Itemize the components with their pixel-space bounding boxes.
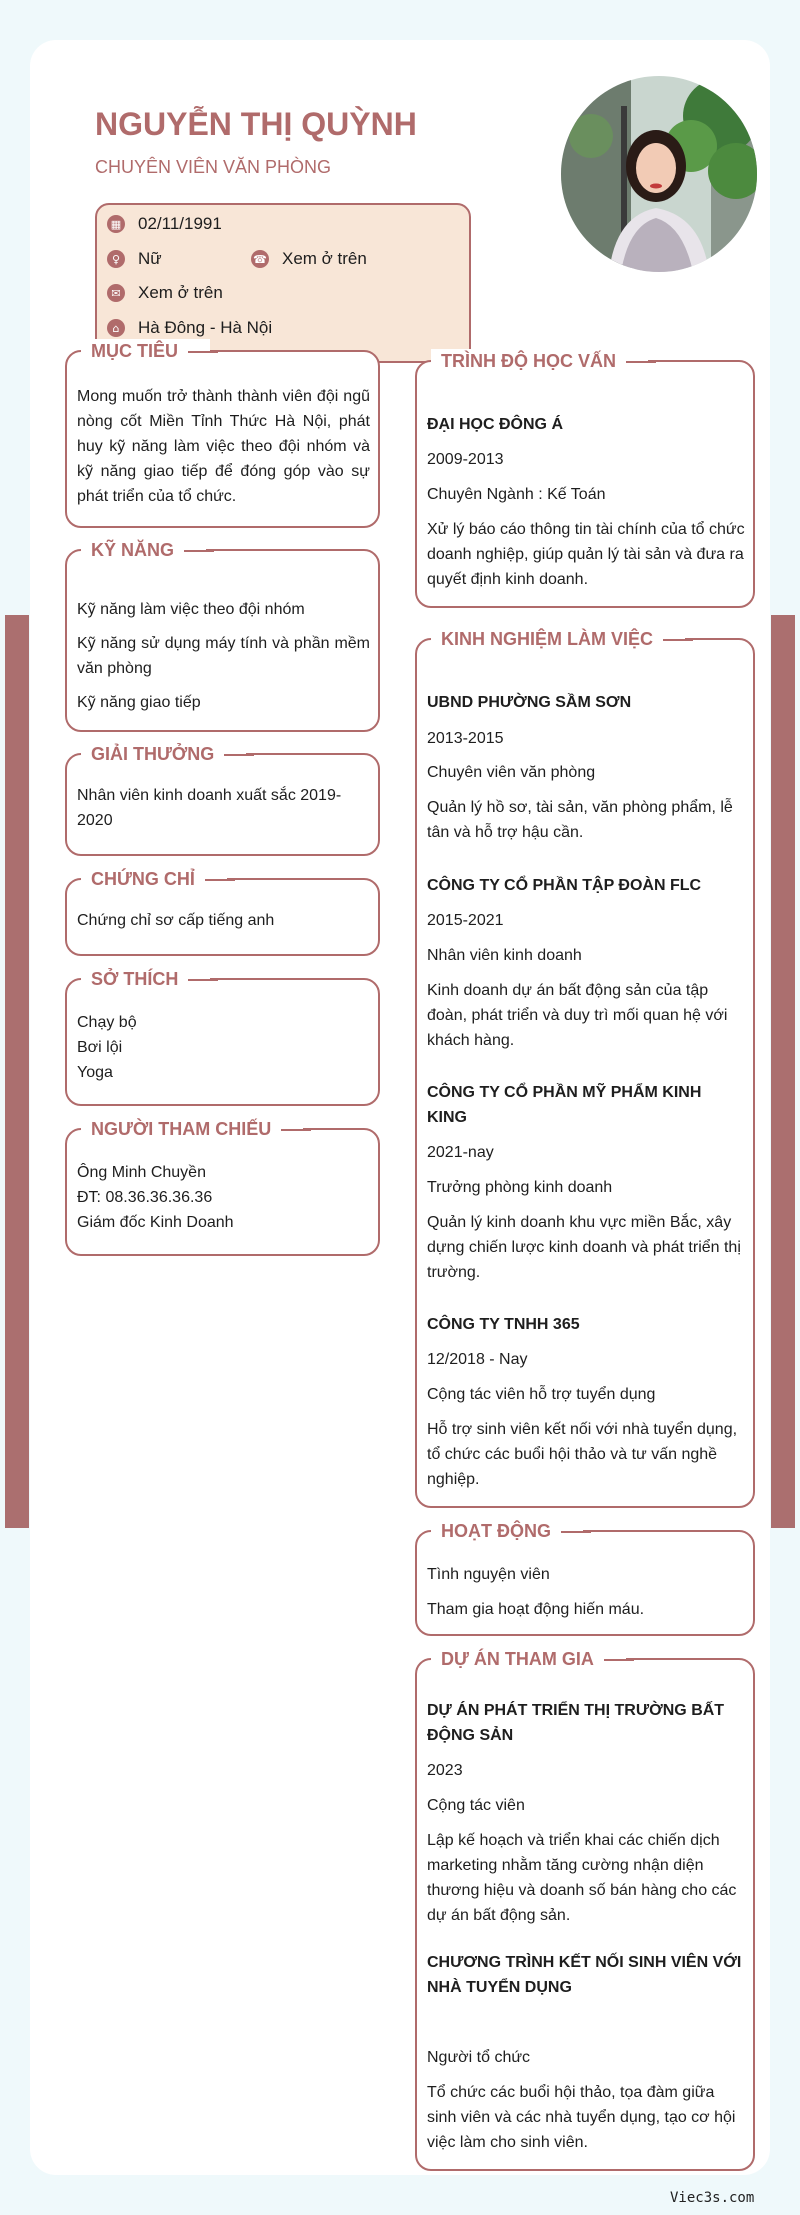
- skills-section: [65, 540, 380, 732]
- job-company: CÔNG TY TNHH 365: [427, 1316, 580, 1333]
- section-title: HOẠT ĐỘNG: [431, 1519, 583, 1543]
- candidate-name: NGUYỄN THỊ QUỲNH: [95, 106, 417, 142]
- objective-section: [65, 341, 380, 528]
- reference-position: Giám đốc Kinh Doanh: [77, 1214, 234, 1231]
- section-title: GIẢI THƯỞNG: [81, 742, 246, 766]
- candidate-job-title: CHUYÊN VIÊN VĂN PHÒNG: [95, 157, 332, 177]
- address-value: Hà Đông - Hà Nội: [138, 318, 273, 337]
- project-role: Cộng tác viên: [427, 1797, 525, 1814]
- activities-section: [415, 1521, 755, 1636]
- hobby-item: Chạy bộ: [77, 1014, 137, 1031]
- envelope-icon: ✉: [107, 284, 125, 302]
- home-icon: ⌂: [107, 319, 125, 337]
- awards-section: [65, 744, 380, 856]
- section-title: KỸ NĂNG: [81, 538, 206, 562]
- skill-item: Kỹ năng làm việc theo đội nhóm: [77, 601, 305, 618]
- section-title: MỤC TIÊU: [81, 339, 210, 363]
- activity-item: Tham gia hoạt động hiến máu.: [427, 1601, 645, 1618]
- education-description: Xử lý báo cáo thông tin tài chính của tổ chức doanh nghiệp, giúp quản lý tài sản và đưa ra quyết định kinh doanh.: [427, 521, 745, 588]
- job-role: Cộng tác viên hỗ trợ tuyển dụng: [427, 1386, 656, 1403]
- address-row: [107, 318, 272, 338]
- certificate-item: Chứng chỉ sơ cấp tiếng anh: [77, 912, 275, 929]
- education-school: ĐẠI HỌC ĐÔNG Á: [427, 416, 563, 433]
- job-company: CÔNG TY CỔ PHẦN TẬP ĐOÀN FLC: [427, 877, 702, 894]
- reference-name: Ông Minh Chuyền: [77, 1164, 206, 1181]
- job-description: Quản lý kinh doanh khu vực miền Bắc, xây dựng chiến lược kinh doanh và phát triển thị trường.: [427, 1214, 741, 1281]
- education-major: Chuyên Ngành : Kế Toán: [427, 486, 606, 503]
- section-title: DỰ ÁN THAM GIA: [431, 1647, 626, 1671]
- projects-section: [415, 1649, 755, 2171]
- education-period: 2009-2013: [427, 451, 504, 468]
- job-company: UBND PHƯỜNG SẦM SƠN: [427, 694, 632, 711]
- job-description: Quản lý hồ sơ, tài sản, văn phòng phẩm, lễ tân và hỗ trợ hậu cần.: [427, 799, 733, 841]
- phone-value: Xem ở trên: [282, 249, 367, 268]
- section-title: SỞ THÍCH: [81, 967, 210, 991]
- skill-item: Kỹ năng sử dụng máy tính và phần mềm văn phòng: [77, 635, 370, 677]
- phone-icon: ☎: [251, 250, 269, 268]
- gender-row: [107, 249, 162, 269]
- job-company: CÔNG TY CỔ PHẦN MỸ PHẨM KINH KING: [427, 1084, 702, 1126]
- hobby-item: Bơi lội: [77, 1039, 123, 1056]
- job-role: Nhân viên kinh doanh: [427, 947, 582, 964]
- references-section: [65, 1119, 380, 1256]
- job-period: 2013-2015: [427, 730, 504, 747]
- section-title: NGƯỜI THAM CHIẾU: [81, 1117, 303, 1141]
- activity-item: Tình nguyện viên: [427, 1566, 550, 1583]
- award-item: Nhân viên kinh doanh xuất sắc 2019-2020: [77, 787, 342, 829]
- job-period: 2015-2021: [427, 912, 504, 929]
- hobby-item: Yoga: [77, 1064, 113, 1081]
- education-section: [415, 351, 755, 608]
- section-title: CHỨNG CHỈ: [81, 867, 227, 891]
- email-row: [107, 283, 223, 303]
- birthday-row: [107, 214, 222, 234]
- profile-photo: [561, 76, 757, 272]
- section-title: TRÌNH ĐỘ HỌC VẤN: [431, 349, 648, 373]
- job-description: Kinh doanh dự án bất động sản của tập đoàn, phát triển và duy trì mối quan hệ với khách hàng.: [427, 982, 728, 1049]
- left-decorative-bar: [5, 615, 29, 1528]
- project-description: Tổ chức các buổi hội thảo, tọa đàm giữa sinh viên và các nhà tuyển dụng, tạo cơ hội việc làm cho sinh viên.: [427, 2084, 736, 2151]
- section-title: KINH NGHIỆM LÀM VIỆC: [431, 627, 685, 651]
- birthday-value: 02/11/1991: [138, 214, 222, 233]
- site-watermark: Viec3s.com: [670, 2190, 755, 2206]
- job-role: Trưởng phòng kinh doanh: [427, 1179, 613, 1196]
- project-year: 2023: [427, 1762, 463, 1779]
- experience-section: [415, 629, 755, 1508]
- cv-sheet: [30, 40, 770, 2175]
- project-description: Lập kế hoạch và triển khai các chiến dịch marketing nhằm tăng cường nhận diện thương hiệu và doanh số bán hàng cho các dự án bất động sản.: [427, 1832, 737, 1924]
- job-period: 12/2018 - Nay: [427, 1351, 528, 1368]
- gender-value: Nữ: [138, 249, 162, 268]
- project-name: CHƯƠNG TRÌNH KẾT NỐI SINH VIÊN VỚI NHÀ TUYỂN DỤNG: [427, 1954, 742, 1996]
- right-decorative-bar: [771, 615, 795, 1528]
- project-role: Người tổ chức: [427, 2049, 531, 2066]
- reference-phone: ĐT: 08.36.36.36.36: [77, 1189, 213, 1206]
- gender-icon: ♀: [107, 250, 125, 268]
- project-name: DỰ ÁN PHÁT TRIỂN THỊ TRƯỜNG BẤT ĐỘNG SẢN: [427, 1702, 725, 1744]
- objective-text: Mong muốn trở thành thành viên đội ngũ nòng cốt Miền Tỉnh Thức Hà Nội, phát huy kỹ năng làm việc theo đội nhóm và kỹ năng giao tiếp để đóng góp vào sự phát triển của tổ chức.: [77, 388, 370, 505]
- job-role: Chuyên viên văn phòng: [427, 764, 596, 781]
- calendar-icon: ▦: [107, 215, 125, 233]
- skill-item: Kỹ năng giao tiếp: [77, 694, 201, 711]
- hobbies-section: [65, 969, 380, 1106]
- email-value: Xem ở trên: [138, 283, 223, 302]
- job-description: Hỗ trợ sinh viên kết nối với nhà tuyển dụng, tổ chức các buổi hội thảo và tư vấn nghề nghiệp.: [427, 1421, 738, 1488]
- certificates-section: [65, 869, 380, 956]
- phone-row: [251, 249, 367, 269]
- job-period: 2021-nay: [427, 1144, 494, 1161]
